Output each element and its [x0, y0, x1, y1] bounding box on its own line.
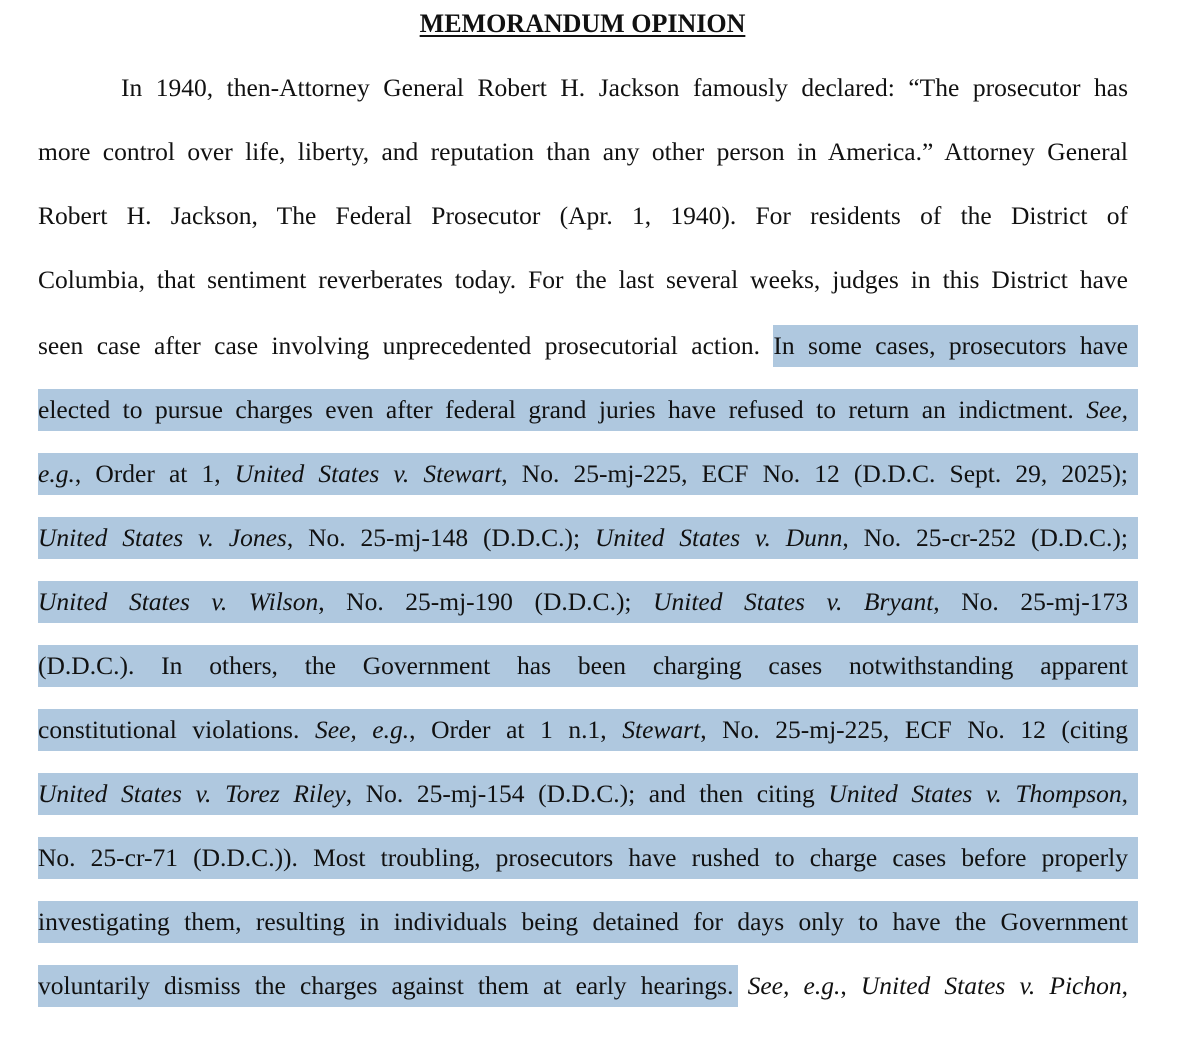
- text-span: (D.D.C.). In others, the Government has been charging cases notwithstanding apparent: [38, 651, 1128, 680]
- text-span: , No. 25-mj-148 (D.D.C.);: [286, 523, 595, 552]
- text-span: ,: [1121, 779, 1128, 808]
- highlighted-text: voluntarily dismiss the charges against them at early hearings.: [38, 971, 734, 1000]
- text-line: [38, 902, 1128, 942]
- case-name: United States v. Jones: [38, 523, 287, 552]
- case-name: United States v. Wilson: [38, 587, 319, 616]
- text-line: [38, 326, 1128, 366]
- case-name: Stewart: [622, 715, 701, 744]
- text-line: [121, 68, 1128, 108]
- text-line: [38, 260, 1128, 300]
- text-line: [38, 774, 1128, 814]
- case-name: United States v. Dunn: [594, 523, 843, 552]
- text-line: [38, 454, 1128, 494]
- text-line: [38, 582, 1128, 622]
- citation-signal: e.g.: [38, 459, 75, 488]
- citation-signal: See, e.g.: [314, 715, 410, 744]
- text-span: more control over life, liberty, and reputation than any other person in America.” Attorney General: [38, 137, 1128, 166]
- citation-signal: See, e.g.: [747, 971, 841, 1000]
- highlighted-text: elected to pursue charges even after federal grand juries have refused to return an indictment.: [38, 395, 1087, 424]
- text-span: No. 25-cr-71 (D.D.C.)). Most troubling, prosecutors have rushed to charge cases before properly: [38, 843, 1128, 872]
- citation-signal: See,: [1086, 395, 1128, 424]
- case-name: United States v. Torez Riley: [38, 779, 346, 808]
- text-span: , Order at 1,: [74, 459, 235, 488]
- text-span: , No. 25-cr-252 (D.D.C.);: [842, 523, 1128, 552]
- text-span: , Order at 1 n.1,: [409, 715, 623, 744]
- text-span: [733, 971, 747, 1000]
- text-line: [38, 390, 1128, 430]
- highlighted-text: In some cases, prosecutors have: [773, 331, 1128, 360]
- case-name: United States v. Stewart: [234, 459, 502, 488]
- case-name: United States v. Bryant: [653, 587, 934, 616]
- text-line: [38, 710, 1128, 750]
- text-line: [38, 646, 1128, 686]
- text-span: , No. 25-mj-225, ECF No. 12 (citing: [700, 715, 1128, 744]
- text-span: In 1940, then-Attorney General Robert H. Jackson famously declared: “The prosecutor has: [121, 73, 1128, 102]
- case-name: United States v. Thompson: [828, 779, 1122, 808]
- text-line: [38, 132, 1128, 172]
- text-span: seen case after case involving unprecedented prosecutorial action.: [38, 331, 774, 360]
- text-line: [38, 966, 1128, 1006]
- text-span: , No. 25-mj-225, ECF No. 12 (D.D.C. Sept. 29, 2025);: [501, 459, 1128, 488]
- text-span: , No. 25-mj-173: [933, 587, 1128, 616]
- text-span: Columbia, that sentiment reverberates today. For the last several weeks, judges in this District have: [38, 265, 1128, 294]
- text-span: investigating them, resulting in individuals being detained for days only to have the Government: [38, 907, 1128, 936]
- text-span: , No. 25-mj-154 (D.D.C.); and then citing: [345, 779, 829, 808]
- text-line: [38, 196, 1128, 236]
- case-name: United States v. Pichon: [860, 971, 1122, 1000]
- text-span: ,: [1121, 971, 1128, 1000]
- text-span: ,: [840, 971, 861, 1000]
- text-span: Robert H. Jackson, The Federal Prosecutor (Apr. 1, 1940). For residents of the District of: [38, 201, 1128, 230]
- page-title: MEMORANDUM OPINION: [419, 9, 746, 38]
- text-span: constitutional violations.: [38, 715, 315, 744]
- text-span: , No. 25-mj-190 (D.D.C.);: [318, 587, 654, 616]
- text-line: [38, 518, 1128, 558]
- text-line: [38, 838, 1128, 878]
